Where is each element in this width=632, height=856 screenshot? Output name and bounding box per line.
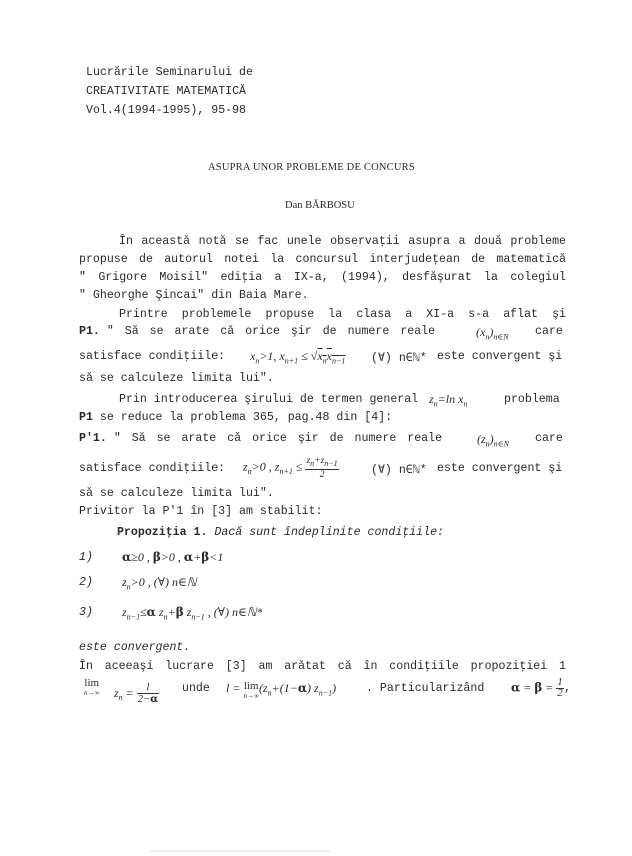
lim-operator: lim n→∞: [84, 677, 100, 697]
unde-word: unde: [182, 682, 210, 695]
paper-title: ASUPRA UNOR PROBLEME DE CONCURS: [208, 162, 415, 173]
particularizand: . Particularizând: [366, 682, 485, 695]
condition-3-number: 3): [79, 606, 93, 619]
l-definition: l = lim n→∞ ($z_n+(1-\alpha)$ $z_{n-1}$): [226, 680, 337, 700]
p1prime-label: P'1.: [79, 432, 107, 445]
reduction-line-2: P1 se reduce la problema 365, pag.48 din [4]:: [79, 411, 393, 424]
condition-2-formula: $z_n>0$ , (∀) n∈ℕ: [122, 575, 197, 592]
p1-limit: să se calculeze limita lui".: [79, 372, 274, 385]
zn-definition: $z_n=\ln$ $x_n$: [429, 392, 468, 409]
condition-1-formula: α≥0 , β>0 , α+β<1: [122, 550, 224, 564]
p1-label: P1.: [79, 325, 100, 338]
p1-forall: (∀) n∈ℕ*: [371, 352, 427, 365]
proposition-conclusion: este convergent.: [79, 641, 191, 654]
condition-2-number: 2): [79, 576, 93, 589]
p1prime-limit: să se calculeze limita lui".: [79, 487, 274, 500]
closing-line: În aceeaşi lucrare [3] am arătat că în condiţiile propoziţiei 1: [79, 660, 566, 673]
condition-1-number: 1): [79, 551, 93, 564]
condition-3-formula: $z_{n-1}\le\alpha$ $z_n+\beta$ $z_{n-1}$ , (∀) n∈ℕ*: [122, 605, 263, 622]
privitor-line: Privitor la P'1 în [3] am stabilit:: [79, 505, 323, 518]
intro-line-1: În această notă se fac unele observaţii asupra a două probleme: [119, 235, 566, 248]
p1-sequence: $(x_n)_{n\in N}$: [476, 325, 509, 342]
p1prime-sequence: $(z_n)_{n\in N}$: [477, 432, 509, 449]
p1prime-statement: P'1. " Să se arate că orice şir de numere reale $(z_n)_{n\in N}$ care: [79, 432, 563, 449]
p1-statement: [79, 325, 566, 342]
p1prime-condition-formula: $z_n>0$ , $z_{n+1}$ ≤ $\frac{z_n+z_{n-1}}{2}$: [243, 456, 338, 480]
alpha-beta-half: α = β = $\frac{1}{2}$: [511, 677, 563, 699]
paper-author: Dan BĂRBOSU: [285, 200, 355, 211]
limit-formula-line: lim n→∞ $z_n$ = $\frac{l}{2-\alpha}$ unde l = lim n→∞ ($z_n+(1-\alpha)$ $z_{n-1}$) . Particularizând α = β = $\frac{1}{2}$ ,: [84, 677, 571, 705]
p1-condition-formula: $x_n>1$, $x_{n+1} \le √x_nx_{n-1}$: [250, 349, 346, 366]
p1-intro: Printre problemele propuse la clasa a XI-a s-a aflat şi: [119, 308, 566, 321]
intro-line-3: " Grigore Moisil" ediţia a IX-a, (1994), desfăşurat la colegiul: [79, 271, 566, 284]
intro-line-2: propuse de autorul notei la concursul interjudeţean de matematică: [79, 253, 566, 266]
p1-text: " Să se arate că orice şir de numere reale: [106, 325, 436, 338]
page-bottom-mark: [150, 850, 330, 852]
journal-subtitle: CREATIVITATE MATEMATICĂ: [86, 85, 247, 98]
p1-convergent: este convergent şi: [437, 350, 563, 363]
lim-expression: $z_n$ = $\frac{l}{2-\alpha}$: [114, 682, 159, 705]
journal-volume: Vol.4(1994-1995), 95-98: [86, 104, 247, 117]
journal-name: Lucrările Seminarului de: [86, 66, 253, 79]
p1-care: care: [535, 325, 563, 338]
reduction-line-1: Prin introducerea şirului de termen general $z_n=\ln$ $x_n$ problema: [119, 392, 560, 409]
proposition-heading: Propoziţia 1. Dacă sunt îndeplinite condiţiile:: [117, 526, 445, 539]
p1-conditions: satisface condiţiile: $x_n>1$, $x_{n+1} \le √x_nx_{n-1}$ (∀) n∈ℕ* este convergent şi: [79, 349, 563, 366]
p1prime-conditions: satisface condiţiile: $z_n>0$ , $z_{n+1}$ ≤ $\frac{z_n+z_{n-1}}{2}$ (∀) n∈ℕ* este convergent şi: [79, 456, 563, 480]
intro-line-4: " Gheorghe Şincai" din Baia Mare.: [79, 289, 309, 302]
